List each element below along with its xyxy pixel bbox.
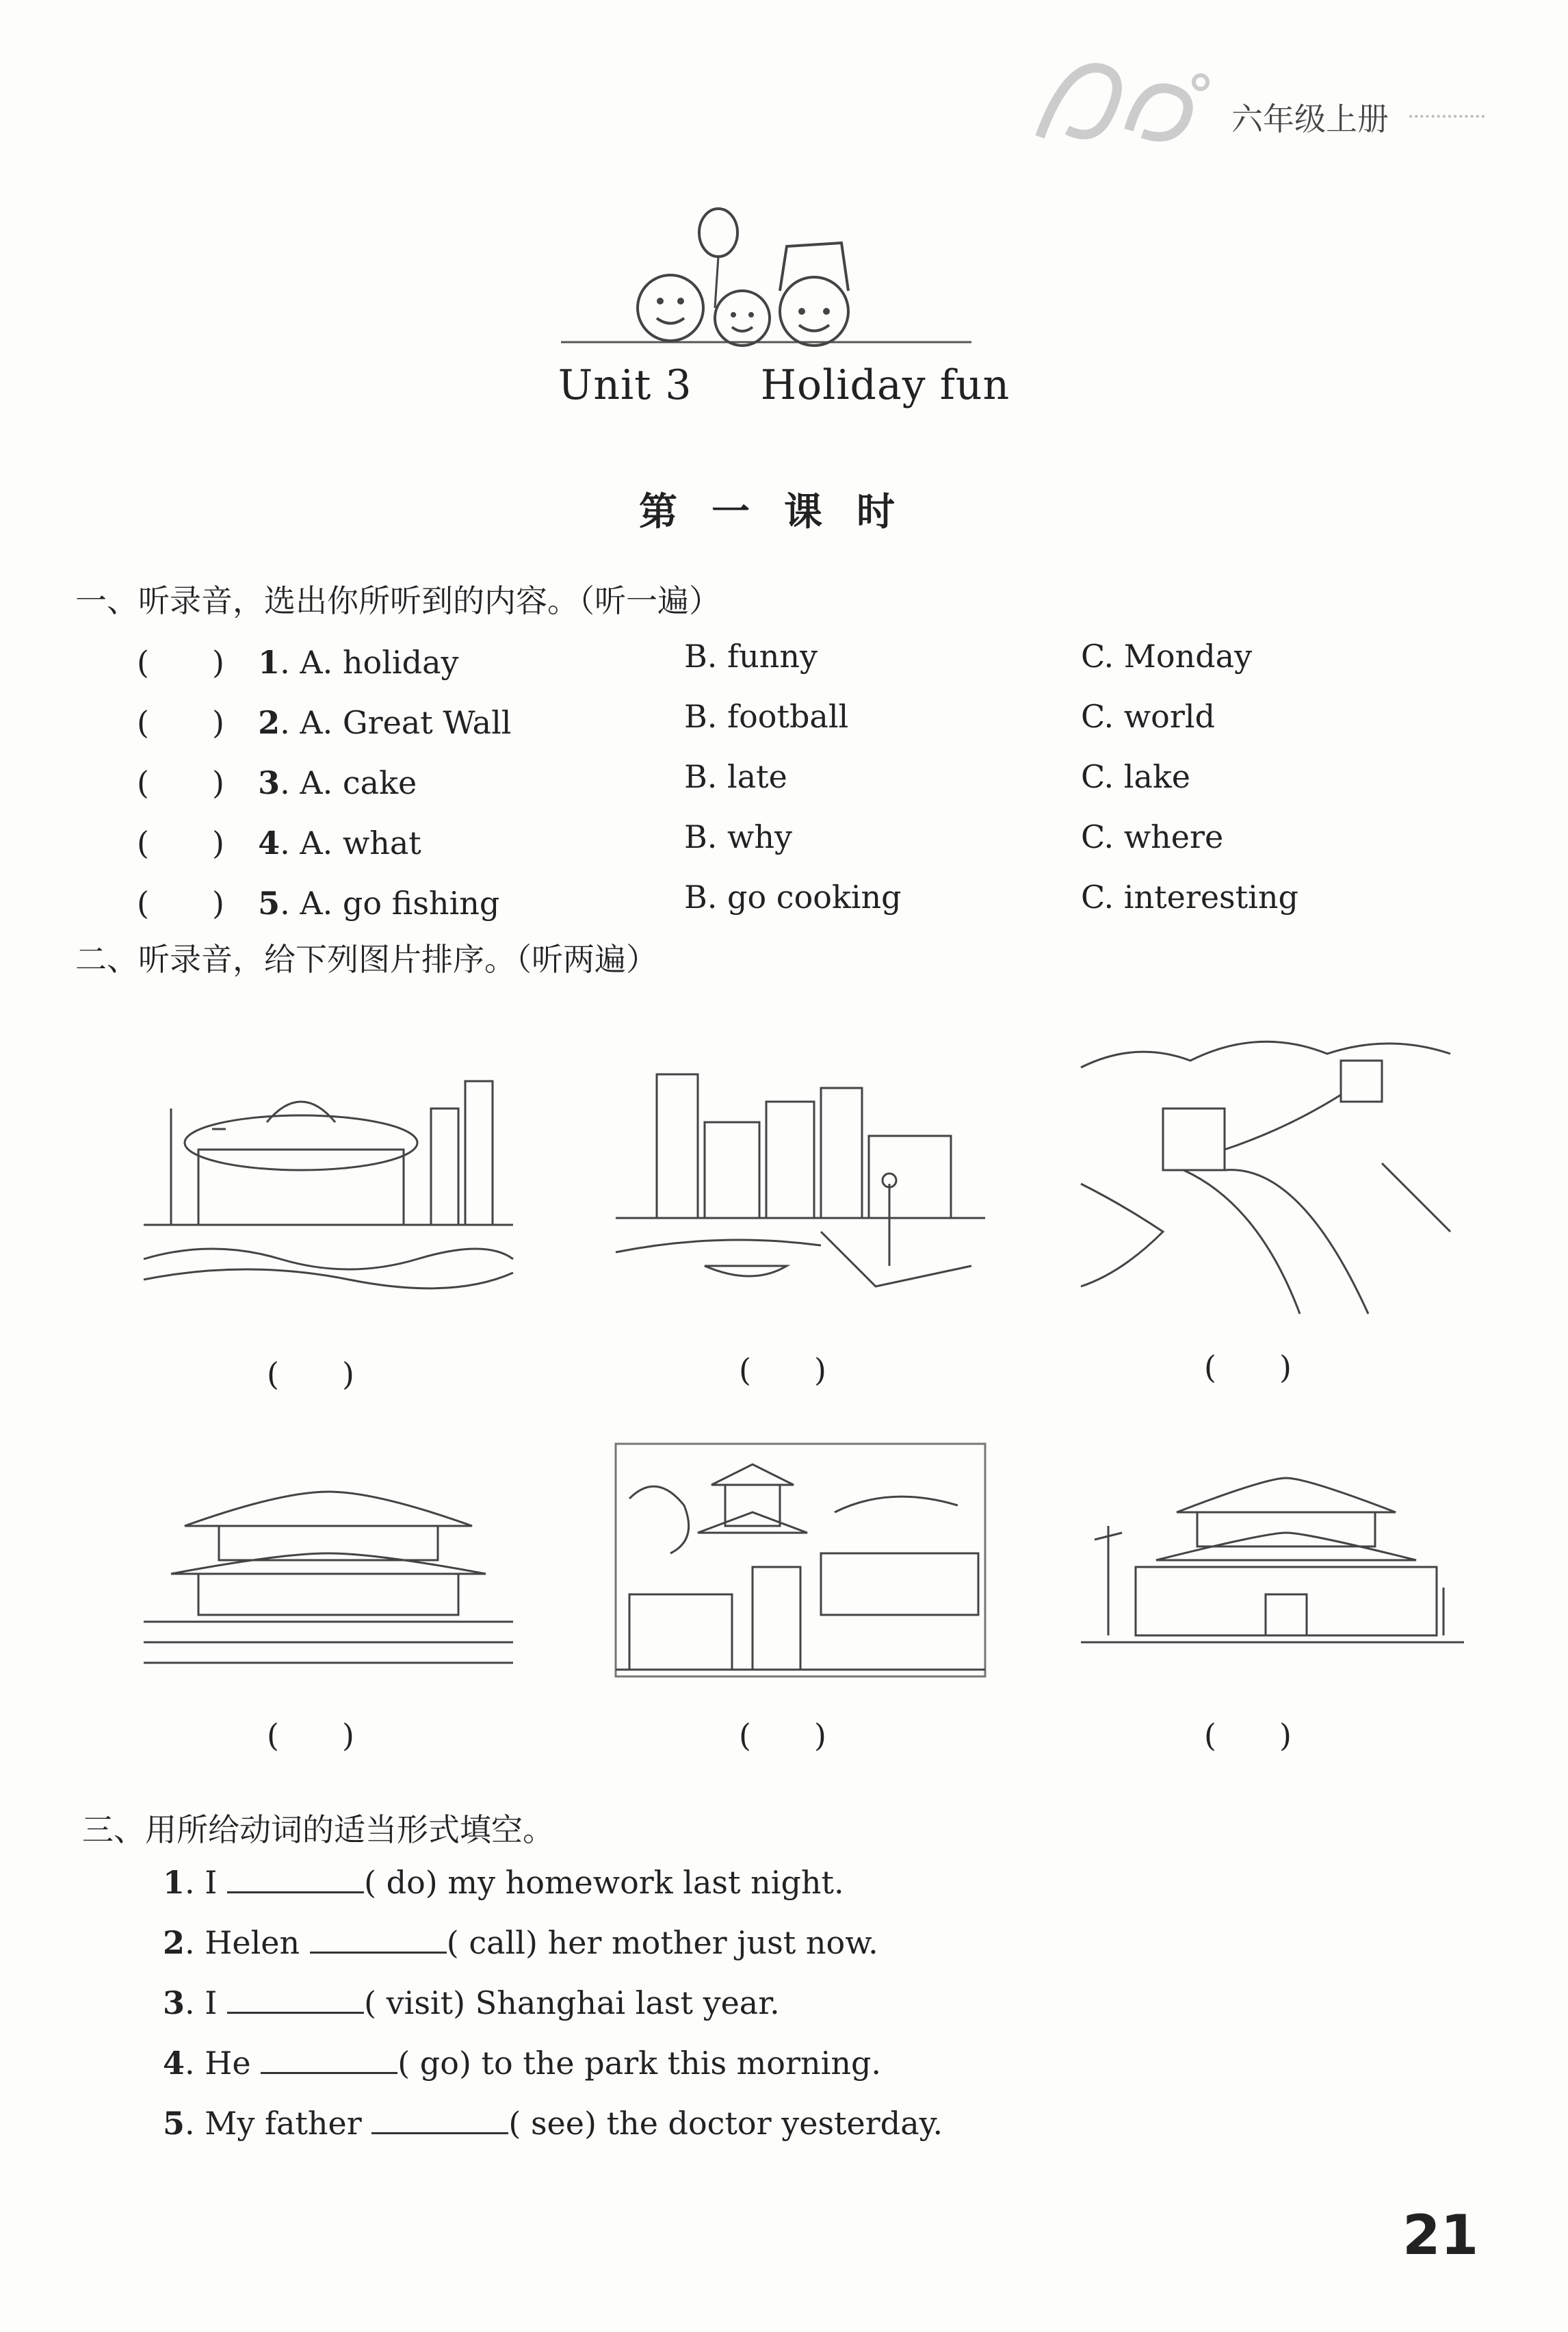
item-number: 3 bbox=[258, 764, 280, 801]
item-rest: the doctor yesterday. bbox=[606, 2105, 943, 2142]
item-subject: . Helen bbox=[185, 1924, 300, 1961]
answer-paren[interactable]: ( ) bbox=[137, 825, 224, 861]
answer-paren[interactable]: ( ) bbox=[1204, 1349, 1292, 1386]
answer-paren[interactable]: ( ) bbox=[137, 644, 224, 681]
verb-hint: ( do) bbox=[364, 1864, 438, 1901]
answer-blank[interactable] bbox=[261, 2045, 397, 2074]
option-c: C. world bbox=[1081, 698, 1216, 735]
list-item: ( ) 3. A. cake bbox=[137, 764, 417, 801]
page-number: 21 bbox=[1402, 2203, 1479, 2267]
fill-item bbox=[163, 2045, 881, 2082]
city-river-drawing bbox=[616, 1061, 985, 1296]
fill-item bbox=[163, 2105, 943, 2142]
section3-heading: 三、用所给动词的适当形式填空。 bbox=[82, 1811, 554, 1848]
option-b: B. go cooking bbox=[684, 879, 902, 916]
list-item: ( ) 4. A. what bbox=[137, 825, 421, 861]
option-b: B. funny bbox=[684, 638, 818, 675]
item-rest: my homework last night. bbox=[447, 1864, 844, 1901]
list-item: ( ) 2. A. Great Wall bbox=[137, 704, 512, 741]
unit-name: Holiday fun bbox=[760, 361, 1010, 409]
garden-pagoda-drawing bbox=[616, 1444, 985, 1679]
option-c: C. lake bbox=[1081, 758, 1191, 795]
answer-blank[interactable] bbox=[227, 1984, 364, 2014]
answer-paren[interactable]: ( ) bbox=[137, 764, 224, 801]
great-wall-drawing bbox=[1081, 1026, 1450, 1323]
answer-blank[interactable] bbox=[227, 1864, 364, 1893]
verb-hint: ( go) bbox=[397, 2045, 471, 2082]
verb-hint: ( visit) bbox=[364, 1984, 466, 2021]
fill-item bbox=[163, 1984, 780, 2021]
fill-item bbox=[163, 1864, 844, 1901]
answer-blank[interactable] bbox=[310, 1924, 447, 1954]
section1-heading: 一、听录音，选出你所听到的内容。（听一遍） bbox=[75, 582, 720, 619]
answer-paren[interactable]: ( ) bbox=[137, 885, 224, 922]
answer-paren[interactable]: ( ) bbox=[1204, 1717, 1292, 1754]
fill-item bbox=[163, 1924, 878, 1961]
item-number: 3 bbox=[163, 1984, 185, 2021]
shanghai-museum-drawing bbox=[144, 1054, 513, 1289]
option-a: A. what bbox=[300, 825, 421, 861]
option-a: A. go fishing bbox=[300, 885, 500, 922]
section2-heading: 二、听录音，给下列图片排序。（听两遍） bbox=[75, 941, 657, 978]
item-number: 4 bbox=[258, 825, 280, 861]
header-divider bbox=[1409, 115, 1485, 118]
item-number: 5 bbox=[258, 885, 280, 922]
option-b: B. why bbox=[684, 818, 793, 855]
item-subject: . I bbox=[185, 1864, 218, 1901]
verb-hint: ( call) bbox=[446, 1924, 538, 1961]
item-number: 2 bbox=[163, 1924, 185, 1961]
item-number: 1 bbox=[258, 644, 280, 681]
item-subject: . My father bbox=[185, 2105, 362, 2142]
item-number: 4 bbox=[163, 2045, 185, 2082]
option-c: C. Monday bbox=[1081, 638, 1253, 675]
children-balloon-icon bbox=[561, 205, 971, 352]
ab-logo-icon bbox=[1026, 55, 1231, 153]
verb-hint: ( see) bbox=[508, 2105, 597, 2142]
option-c: C. where bbox=[1081, 818, 1224, 855]
answer-paren[interactable]: ( ) bbox=[137, 704, 224, 741]
option-a: A. Great Wall bbox=[300, 704, 512, 741]
option-c: C. interesting bbox=[1081, 879, 1298, 916]
answer-paren[interactable]: ( ) bbox=[739, 1717, 826, 1754]
unit-title bbox=[0, 361, 1568, 409]
list-item: ( ) 1. A. holiday bbox=[137, 644, 459, 681]
answer-paren[interactable]: ( ) bbox=[267, 1717, 354, 1754]
grade-label: 六年级上册 bbox=[1231, 101, 1389, 138]
answer-paren[interactable]: ( ) bbox=[739, 1351, 826, 1388]
item-rest: her mother just now. bbox=[547, 1924, 878, 1961]
item-subject: . I bbox=[185, 1984, 218, 2021]
tiananmen-drawing bbox=[1081, 1464, 1464, 1672]
option-a: A. holiday bbox=[300, 644, 459, 681]
item-rest: Shanghai last year. bbox=[475, 1984, 780, 2021]
unit-number: Unit 3 bbox=[558, 361, 692, 409]
item-number: 2 bbox=[258, 704, 280, 741]
answer-blank[interactable] bbox=[371, 2105, 508, 2134]
item-number: 5 bbox=[163, 2105, 185, 2142]
option-a: A. cake bbox=[300, 764, 417, 801]
option-b: B. football bbox=[684, 698, 849, 735]
item-number: 1 bbox=[163, 1864, 185, 1901]
option-b: B. late bbox=[684, 758, 787, 795]
answer-paren[interactable]: ( ) bbox=[267, 1356, 354, 1392]
palace-museum-drawing bbox=[144, 1471, 513, 1679]
item-subject: . He bbox=[185, 2045, 251, 2082]
lesson-title: 第一课时 bbox=[639, 489, 929, 534]
list-item: ( ) 5. A. go fishing bbox=[137, 885, 500, 922]
item-rest: to the park this morning. bbox=[481, 2045, 882, 2082]
